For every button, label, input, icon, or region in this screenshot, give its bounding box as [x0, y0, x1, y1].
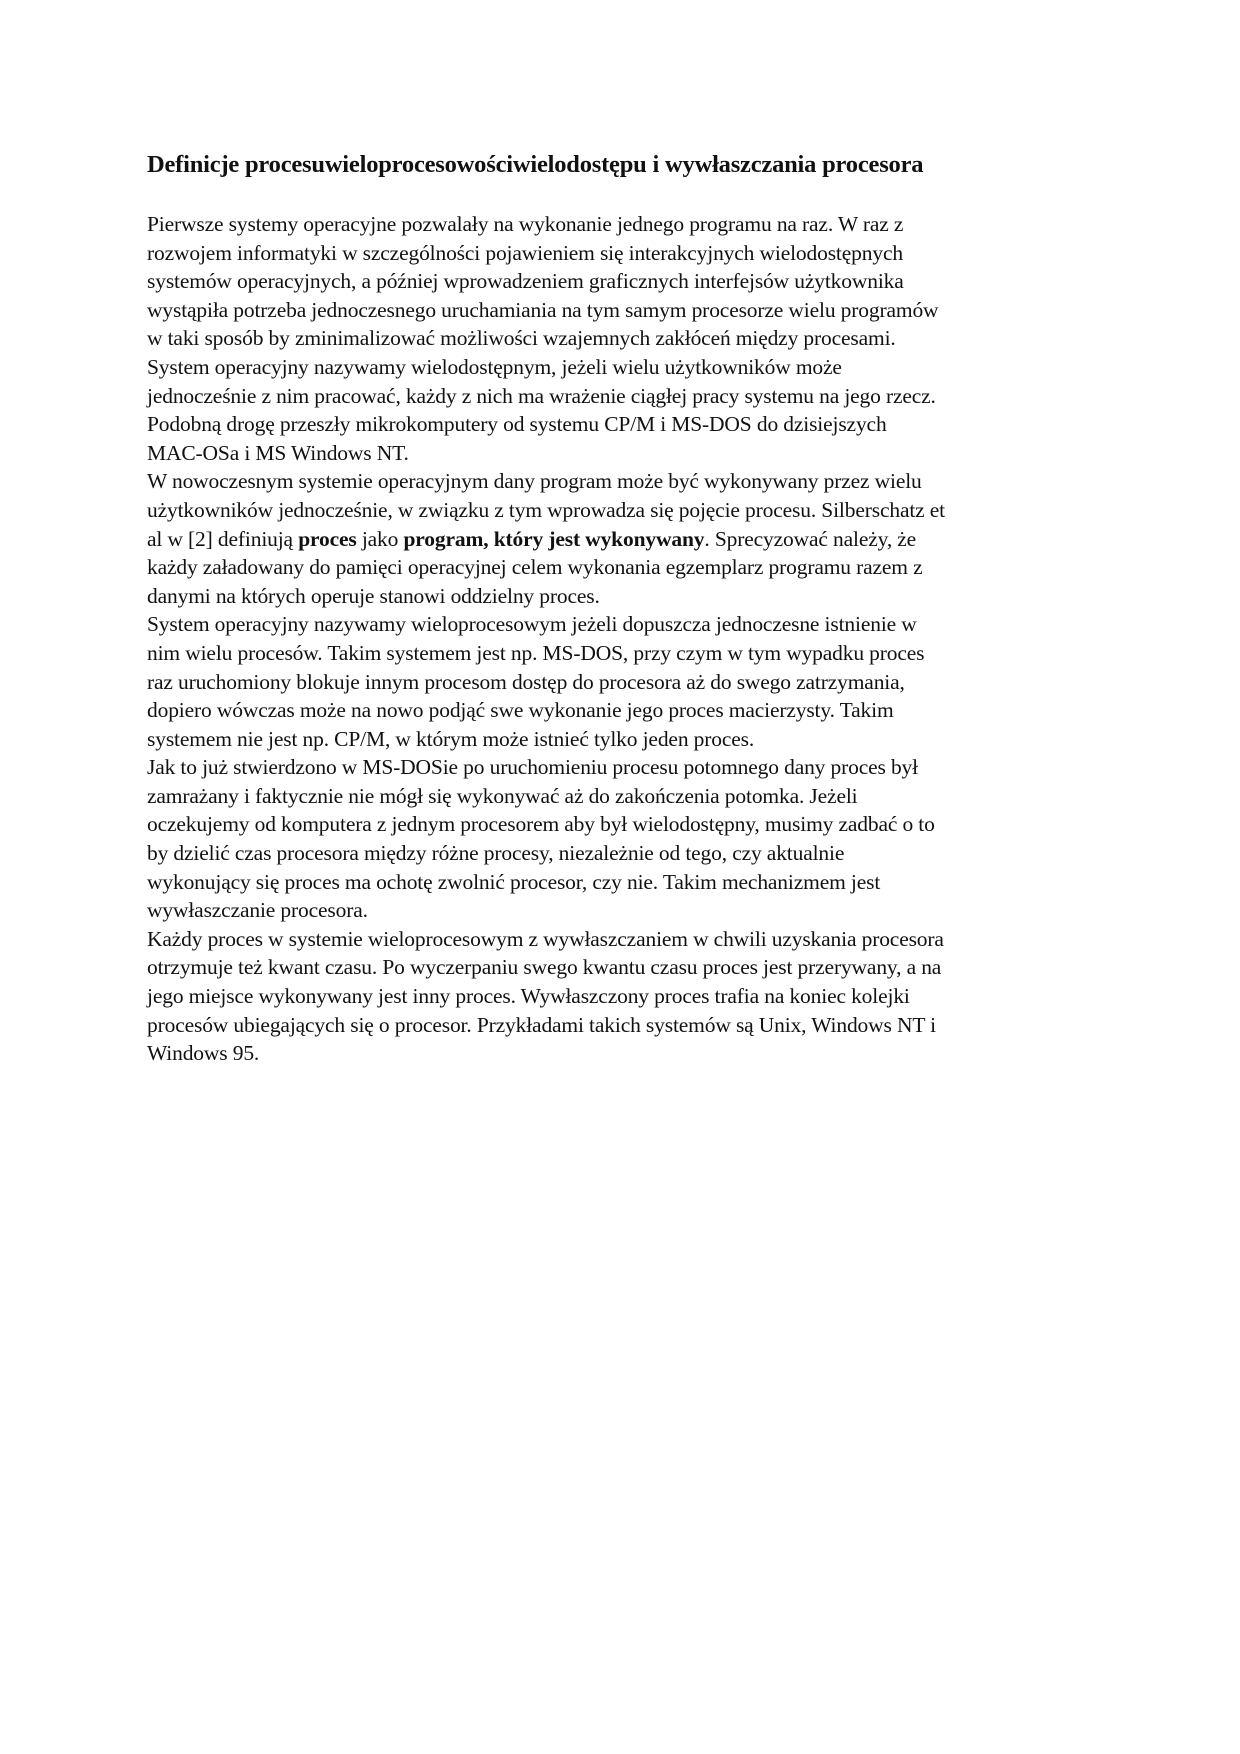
text-span: wykonujący się proces ma ochotę zwolnić procesor, czy nie. Takim mechanizmem jest [147, 869, 881, 894]
text-line [147, 725, 1107, 754]
text-line [147, 210, 1107, 239]
text-span: raz uruchomiony blokuje innym procesom dostęp do procesora aż do swego zatrzymania, [147, 669, 905, 694]
text-line [147, 1011, 1107, 1040]
text-line [147, 896, 1107, 925]
text-span: . Sprecyzować należy, że [704, 526, 917, 551]
text-line [147, 353, 1107, 382]
text-line [147, 982, 1107, 1011]
text-span: System operacyjny nazywamy wielodostępnym, jeżeli wielu użytkowników może [147, 354, 842, 379]
bold-text-span: proces [298, 526, 357, 551]
document-body [147, 210, 1107, 1068]
text-span: al w [2] definiują [147, 526, 299, 551]
text-span: oczekujemy od komputera z jednym procesorem aby był wielodostępny, musimy zadbać o to [147, 812, 935, 837]
text-span: Każdy proces w systemie wieloprocesowym z wywłaszczaniem w chwili uzyskania procesora [147, 926, 944, 951]
text-line [147, 782, 1107, 811]
text-line [147, 467, 1107, 496]
text-span: dopiero wówczas może na nowo podjąć swe wykonanie jego proces macierzysty. Takim [147, 698, 894, 723]
text-line [147, 553, 1107, 582]
text-line [147, 267, 1107, 296]
text-span: System operacyjny nazywamy wieloprocesowym jeżeli dopuszcza jednoczesne istnienie w [147, 612, 917, 637]
text-span: wystąpiła potrzeba jednoczesnego uruchamiania na tym samym procesorze wielu programów [147, 297, 939, 322]
bold-text-span: program, który jest wykonywany [403, 526, 705, 551]
text-line [147, 753, 1107, 782]
text-span: Windows 95. [147, 1041, 260, 1066]
text-line [147, 525, 1107, 554]
text-line [147, 382, 1107, 411]
text-span: w taki sposób by zminimalizować możliwości wzajemnych zakłóceń między procesami. [147, 326, 896, 351]
text-line [147, 1039, 1107, 1068]
text-line [147, 496, 1107, 525]
text-line [147, 610, 1107, 639]
document-title: Definicje procesuwieloprocesowościwielodostępu i wywłaszczania procesora [147, 151, 924, 178]
text-line [147, 439, 1107, 468]
text-line [147, 868, 1107, 897]
text-line [147, 668, 1107, 697]
text-line [147, 410, 1107, 439]
text-span: systemów operacyjnych, a później wprowadzeniem graficznych interfejsów użytkownika [147, 269, 904, 294]
text-span: jako [356, 526, 404, 551]
text-line [147, 296, 1107, 325]
text-span: Jak to już stwierdzono w MS-DOSie po uruchomieniu procesu potomnego dany proces był [147, 755, 918, 780]
text-line [147, 239, 1107, 268]
text-span: otrzymuje też kwant czasu. Po wyczerpaniu swego kwantu czasu proces jest przerywany, a na [147, 955, 942, 980]
text-span: jego miejsce wykonywany jest inny proces. Wywłaszczony proces trafia na koniec kolejki [147, 984, 910, 1009]
text-span: rozwojem informatyki w szczególności pojawieniem się interakcyjnych wielodostępnych [147, 240, 903, 265]
text-span: danymi na których operuje stanowi oddzielny proces. [147, 583, 600, 608]
text-span: systemem nie jest np. CP/M, w którym może istnieć tylko jeden proces. [147, 726, 755, 751]
text-line [147, 639, 1107, 668]
text-line [147, 696, 1107, 725]
text-line [147, 582, 1107, 611]
text-span: użytkowników jednocześnie, w związku z tym wprowadza się pojęcie procesu. Silberschatz et [147, 497, 945, 522]
text-span: W nowoczesnym systemie operacyjnym dany program może być wykonywany przez wielu [147, 469, 922, 494]
text-span: Podobną drogę przeszły mikrokomputery od systemu CP/M i MS-DOS do dzisiejszych [147, 412, 887, 437]
text-span: nim wielu procesów. Takim systemem jest np. MS-DOS, przy czym w tym wypadku proces [147, 640, 925, 665]
text-span: procesów ubiegających się o procesor. Przykładami takich systemów są Unix, Windows NT i [147, 1012, 936, 1037]
text-line [147, 839, 1107, 868]
text-span: zamrażany i faktycznie nie mógł się wykonywać aż do zakończenia potomka. Jeżeli [147, 783, 858, 808]
text-line [147, 810, 1107, 839]
text-span: jednocześnie z nim pracować, każdy z nich ma wrażenie ciągłej pracy systemu na jego rzecz. [147, 383, 936, 408]
text-line [147, 324, 1107, 353]
text-line [147, 953, 1107, 982]
text-span: Pierwsze systemy operacyjne pozwalały na wykonanie jednego programu na raz. W raz z [147, 212, 904, 236]
text-span: każdy załadowany do pamięci operacyjnej celem wykonania egzemplarz programu razem z [147, 555, 923, 580]
text-span: wywłaszczanie procesora. [147, 898, 368, 923]
text-span: MAC-OSa i MS Windows NT. [147, 440, 409, 465]
text-span: by dzielić czas procesora między różne procesy, niezależnie od tego, czy aktualnie [147, 841, 845, 866]
text-line [147, 925, 1107, 954]
